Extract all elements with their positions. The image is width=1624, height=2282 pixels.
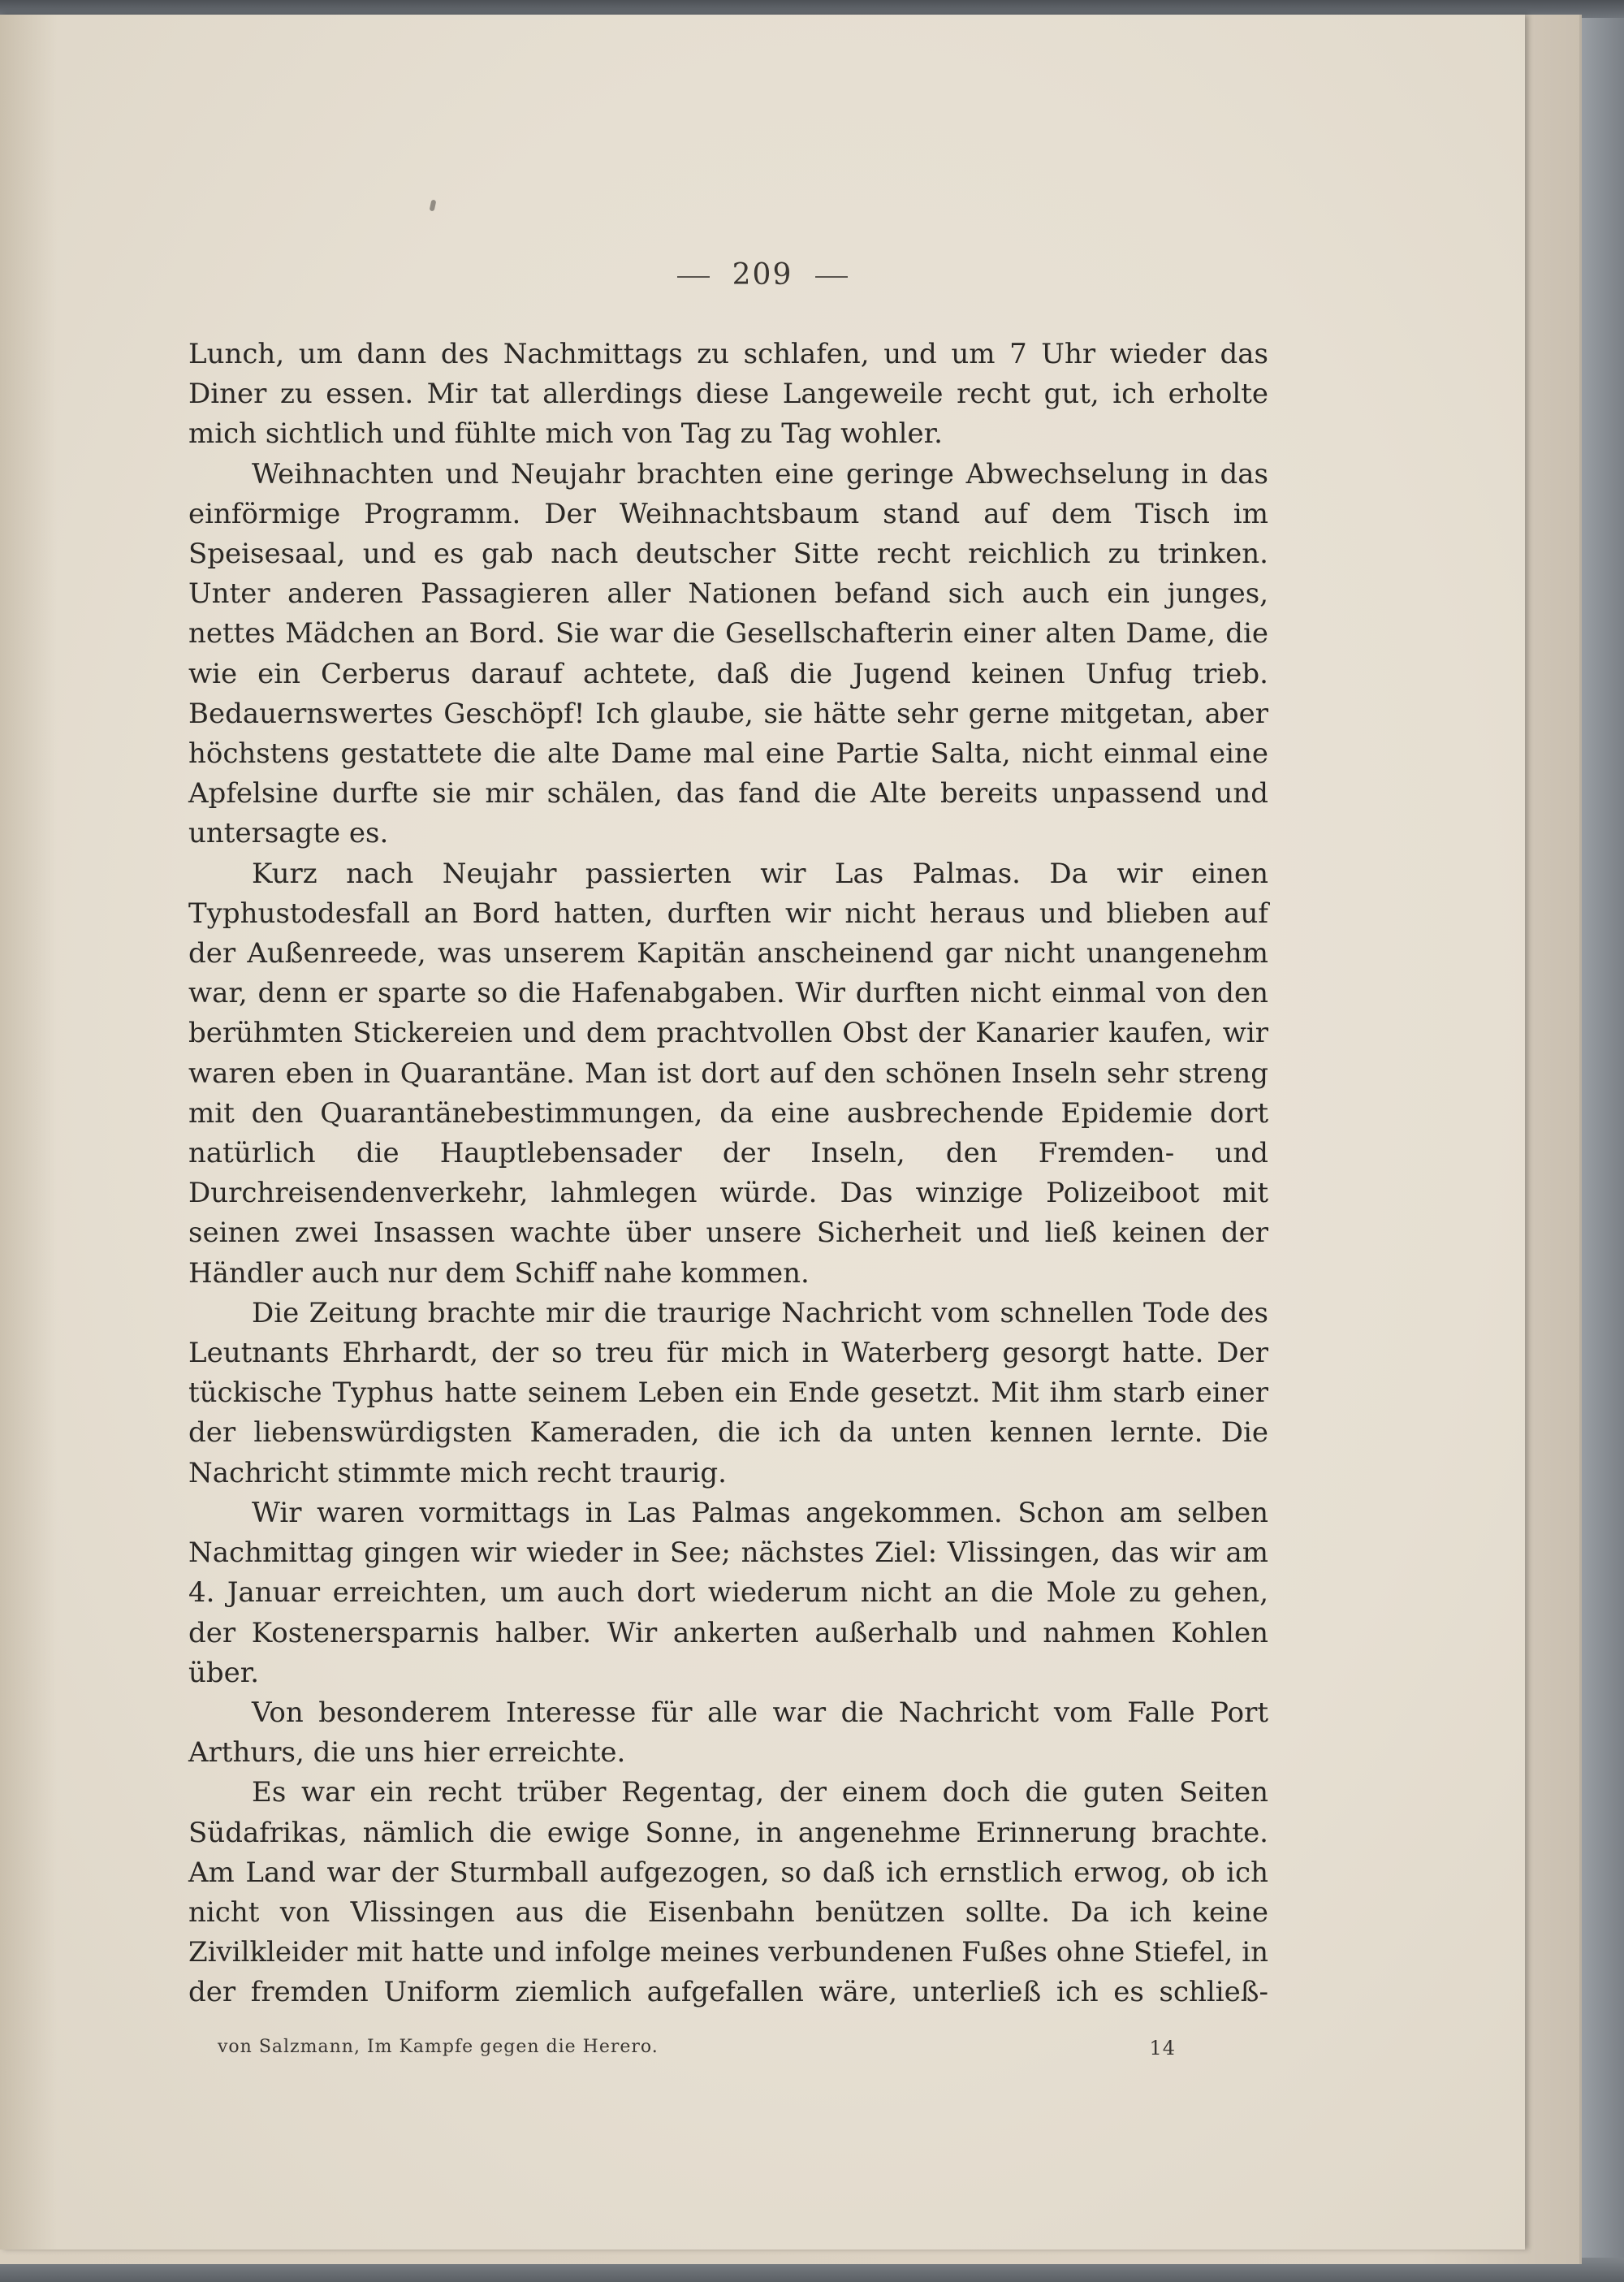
signature-mark: 14: [1149, 2037, 1176, 2059]
paragraph: Kurz nach Neujahr passierten wir Las Palmas. Da wir einen Typhustodesfall an Bord hatten, durften wir nicht heraus und blieben auf der Außenreede, was unserem Kapitän anscheinend gar nicht unangenehm war, denn er sparte so die Hafenabgaben. Wir durften nicht einmal von den berühmten Stickereien und dem prachtvollen Obst der Kanarier kaufen, wir waren eben in Quarantäne. Man ist dort auf den schönen Inseln sehr streng mit den Quarantänebestimmungen, da eine ausbrechende Epidemie dort natürlich die Hauptlebensader der Inseln, den Fremden- und Durchreisendenverkehr, lahmlegen würde. Das winzige Polizeiboot mit seinen zwei Insassen wachte über unsere Sicherheit und ließ keinen der Händler auch nur dem Schiff nahe kommen.: [188, 857, 1268, 1290]
page-number-dash-right: [815, 276, 848, 278]
paragraph: Die Zeitung brachte mir die traurige Nachricht vom schnellen Tode des Leutnants Ehrhardt, der so treu für mich in Waterberg gesorgt hatte. Der tückische Typhus hatte seinem Leben ein Ende gesetzt. Mit ihm starb einer der liebenswürdigsten Kameraden, die ich da unten kennen lernte. Die Nachricht stimmte mich recht traurig.: [188, 1296, 1268, 1489]
paragraph: Weihnachten und Neujahr brachten eine geringe Abwechselung in das einförmige Programm. Der Weihnachtsbaum stand auf dem Tisch im Speisesaal, und es gab nach deutscher Sitte recht reichlich zu trinken. Unter anderen Passagieren aller Nationen befand sich auch ein junges, nettes Mädchen an Bord. Sie war die Gesellschafterin einer alten Dame, die wie ein Cerberus darauf achtete, daß die Jugend keinen Unfug trieb. Bedauernswertes Geschöpf! Ich glaube, sie hätte sehr gerne mitgetan, aber höchstens gestattete die alte Dame mal eine Partie Salta, nicht einmal eine Apfelsine durfte sie mir schälen, das fand die Alte bereits unpassend und untersagte es.: [188, 457, 1268, 850]
ink-smudge: [430, 200, 437, 212]
running-title: von Salzmann, Im Kampfe gegen die Herero.: [218, 2037, 659, 2057]
page-number-dash-left: [677, 276, 710, 278]
page-footer: [218, 2037, 1176, 2057]
paragraph: Wir waren vormittags in Las Palmas angekommen. Schon am selben Nachmittag gingen wir wieder in See; nächstes Ziel: Vlissingen, das wir am 4. Januar erreichten, um auch dort wiederum nicht an die Mole zu gehen, der Kostenersparnis halber. Wir ankerten außerhalb und nahmen Kohlen über.: [188, 1496, 1268, 1689]
book-page: [0, 15, 1525, 2250]
gutter-shadow: [0, 15, 57, 2250]
body-text: [188, 335, 1268, 2013]
page-number-value: 209: [732, 258, 793, 292]
paragraph: Von besonderem Interesse für alle war die Nachricht vom Falle Port Arthurs, die uns hier erreichte.: [188, 1696, 1268, 1770]
paragraph: Lunch, um dann des Nachmittags zu schlafen, und um 7 Uhr wieder das Diner zu essen. Mir tat allerdings diese Langeweile recht gut, ich erholte mich sichtlich und fühlte mich von Tag zu Tag wohler.: [188, 338, 1268, 451]
page-number: [0, 258, 1525, 292]
paragraph: Es war ein recht trüber Regentag, der einem doch die guten Seiten Südafrikas, nämlich die ewige Sonne, in angenehme Erinnerung brachte. Am Land war der Sturmball aufgezogen, so daß ich ernstlich erwog, ob ich nicht von Vlissingen aus die Eisenbahn benützen sollte. Da ich keine Zivilkleider mit hatte und infolge meines verbundenen Fußes ohne Stiefel, in der fremden Uniform ziemlich aufgefallen wäre, unterließ ich es schließ-: [188, 1776, 1268, 2009]
